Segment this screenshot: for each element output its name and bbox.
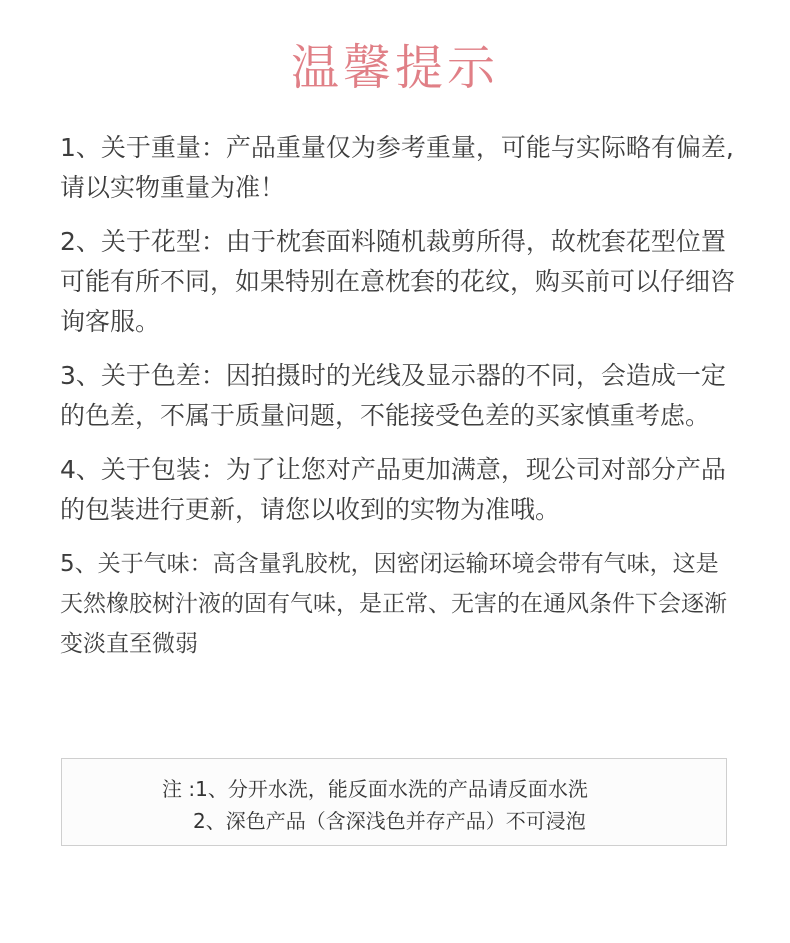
tip-packaging: 4、关于包装：为了让您对产品更加满意，现公司对部分产品的包装进行更新，请您以收到的实物为准哦。 [60, 455, 726, 524]
tips-list [60, 128, 740, 678]
tip-pattern: 2、关于花型：由于枕套面料随机裁剪所得，故枕套花型位置可能有所不同，如果特别在意枕套的花纹，购买前可以仔细咨询客服。 [60, 227, 736, 336]
tip-color-difference: 3、关于色差：因拍摄时的光线及显示器的不同，会造成一定的色差，不属于质量问题，不能接受色差的买家慎重考虑。 [60, 361, 726, 430]
tip-odor: 5、关于气味：高含量乳胶枕，因密闭运输环境会带有气味，这是天然橡胶树汁液的固有气味，是正常、无害的在通风条件下会逐渐变淡直至微弱 [60, 551, 727, 657]
tip-weight: 1、关于重量：产品重量仅为参考重量，可能与实际略有偏差,请以实物重量为准！ [60, 133, 734, 202]
washing-note-box [61, 758, 727, 846]
page-title: 温馨提示 [290, 40, 499, 96]
washing-note-line-1: 注 :1、分开水洗，能反面水洗的产品请反面水洗 [162, 777, 588, 801]
washing-note-line-2: 2、深色产品（含深浅色并存产品）不可浸泡 [193, 809, 586, 833]
